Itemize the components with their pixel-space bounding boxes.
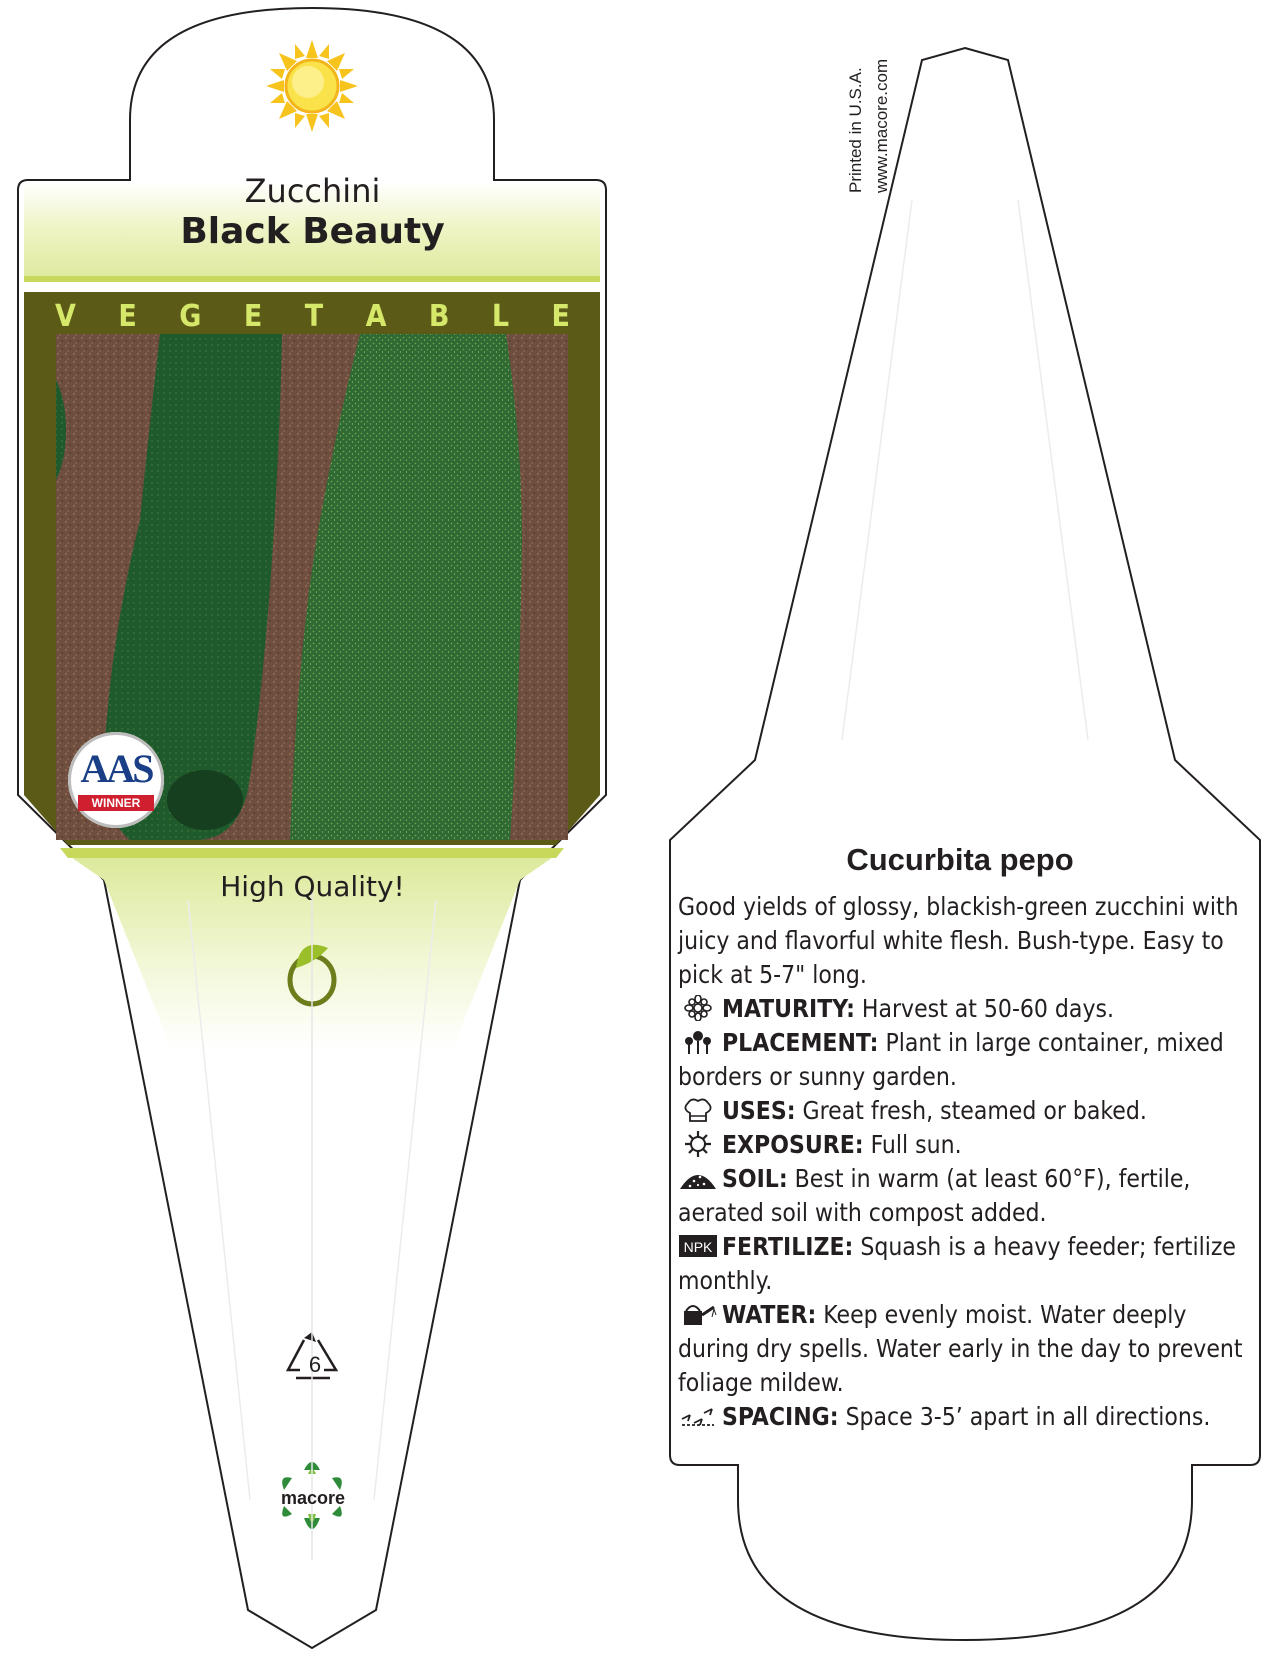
chef-hat-icon [678,1097,718,1123]
care-row [678,1094,1253,1128]
care-text: Best in warm (at least 60°F), fertile, aerated soil with compost added. [678,1164,1191,1227]
care-row [678,1230,1253,1298]
care-row [678,1026,1253,1094]
recycle-code: 6 [308,1352,322,1377]
aas-badge-text: AAS [80,746,152,791]
brand-name: macore [280,1488,346,1508]
care-label: SPACING: [722,1402,839,1431]
category-letter: B [428,298,450,334]
category-letter: A [365,298,387,334]
care-row [678,1400,1253,1434]
care-label: EXPOSURE: [722,1130,864,1159]
sun-icon [266,40,358,132]
care-text: Harvest at 50-60 days. [861,994,1114,1023]
common-name: Zucchini [244,172,381,210]
care-label: FERTILIZE: [722,1232,854,1261]
npk-icon [678,1233,718,1259]
care-row [678,1128,1253,1162]
variety-name: Black Beauty [180,211,445,252]
care-row [678,1162,1253,1230]
watering-can-icon [678,1301,718,1327]
svg-text:NPK: NPK [683,1239,713,1255]
category-letter: L [491,298,510,334]
care-label: SOIL: [722,1164,788,1193]
care-text: Squash is a heavy feeder; fertilize monthly. [678,1232,1236,1295]
printed-line: Printed in U.S.A. [846,67,865,193]
care-label: USES: [722,1096,796,1125]
category-letter: E [243,298,263,334]
care-label: PLACEMENT: [722,1028,879,1057]
care-row [678,992,1253,1026]
care-label: WATER: [722,1300,817,1329]
aas-badge-subtext: WINNER [78,795,154,811]
care-row [678,1298,1253,1400]
category-letter: V [55,298,76,334]
printed-in [843,43,895,193]
botanical-name: Cucurbita pepo [846,842,1074,877]
care-text: Space 3-5’ apart in all directions. [845,1402,1211,1431]
soil-icon [678,1165,718,1191]
category-letter: T [304,298,324,334]
flower-icon [678,995,718,1021]
website: www.macore.com [872,58,891,193]
category-letter: E [118,298,137,334]
plants-icon [678,1029,718,1055]
spacing-icon [678,1403,718,1429]
description: Good yields of glossy, blackish-green zucchini with juicy and flavorful white flesh. Bush-type. Easy to pick at 5-7" long. [678,892,1239,989]
plant-info [678,890,1253,1434]
care-text: Great fresh, steamed or baked. [802,1096,1147,1125]
care-text: Plant in large container, mixed borders or sunny garden. [678,1028,1224,1091]
care-list [678,992,1253,1434]
tagline: High Quality! [220,870,405,903]
category-letter: E [551,298,570,334]
care-text: Keep evenly moist. Water deeply during dry spells. Water early in the day to prevent foliage mildew. [678,1300,1243,1397]
category-label [25,298,600,334]
care-text: Full sun. [870,1130,962,1159]
sun-icon [678,1131,718,1157]
care-label: MATURITY: [722,994,855,1023]
category-letter: G [179,298,202,334]
